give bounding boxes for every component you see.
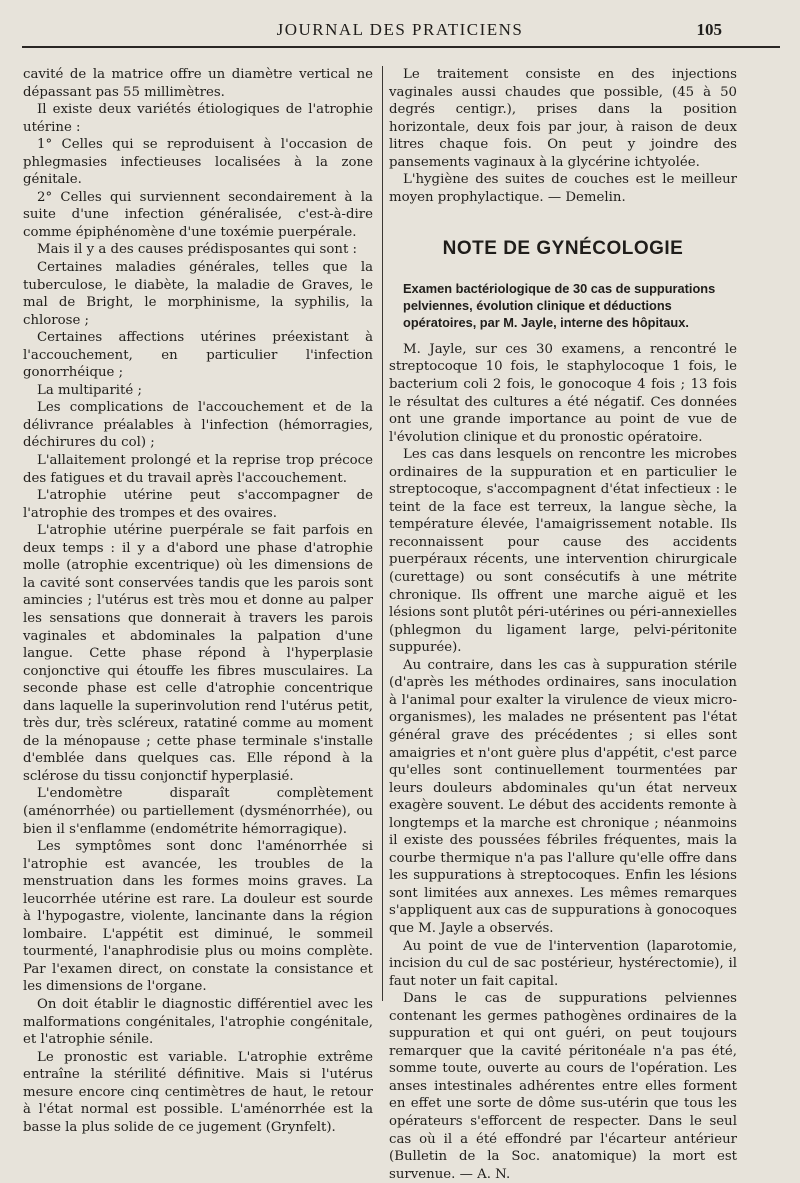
paragraph: Le pronostic est variable. L'atrophie extrême entraîne la stérilité définitive. Mais si l'utérus mesure encore cinq centimètres de haut, le retour à l'état normal est possible. L'aménorrhée est la basse la plus solide de ce jugement (Grynfelt). <box>23 1049 373 1135</box>
paragraph: Les complications de l'accouchement et de la délivrance préalables à l'infection (hémorragies, déchirures du col) ; <box>23 400 373 451</box>
paragraph: cavité de la matrice offre un diamètre vertical ne dépassant pas 55 millimètres. <box>23 67 373 100</box>
article-heading: Examen bactériologique de 30 cas de suppurations pelviennes, évolution clinique et déductions opératoires, par M. Jayle, interne des hôpitaux. <box>403 280 716 330</box>
page-number: 105 <box>696 20 722 39</box>
paragraph: Les symptômes sont donc l'aménorrhée si l'atrophie est avancée, les troubles de la menstruation dans les formes moins graves. La leucorrhée utérine est rare. La douleur est sourde à l'hypogastre, violente, lancinante dans la région lombaire. L'appétit est diminué, le sommeil tourmenté, l'anaphrodisie plus ou moins complète. Par l'examen direct, on constate la consistance et les dimensions de l'organe. <box>23 839 373 995</box>
left-column <box>23 66 373 1136</box>
paragraph: Certaines maladies générales, telles que la tuberculose, le diabète, la maladie de Graves, le mal de Bright, le morphinisme, la syphilis, la chlorose ; <box>23 260 373 328</box>
paragraph: Certaines affections utérines préexistant à l'accouchement, en particulier l'infection gonorrhéique ; <box>23 330 373 381</box>
paragraph: L'endomètre disparaît complètement (aménorrhée) ou partiellement (dysménorrhée), ou bien il s'enflamme (endométrite hémorragique). <box>23 786 373 837</box>
paragraph: Au contraire, dans les cas à suppuration stérile (d'après les méthodes ordinaires, sans inoculation à l'animal pour exalter la virulence de vieux micro-organismes), les malades ne présentent pas l'état général grave des précédentes ; si elles sont amaigries et n'ont guère plus d'appétit, c'est parce qu'elles sont continuellement tourmentées par leurs douleurs abdominales qu'un état nerveux exagère souvent. Le début des accidents remonte à longtemps et la marche est chronique ; néanmoins il existe des poussées fébriles fréquentes, mais la courbe thermique n'a pas l'allure qu'elle offre dans les suppurations à streptocoques. Enfin les lésions sont limitées aux annexes. Les mêmes remarques s'appliquent aux cas de suppurations à gonocoques que M. Jayle a observés. <box>389 657 737 936</box>
paragraph: Il existe deux variétés étiologiques de l'atrophie utérine : <box>23 102 373 135</box>
paragraph: 2° Celles qui surviennent secondairement à la suite d'une infection généralisée, c'est-à-dire comme épiphénomène d'une toxémie puerpérale. <box>23 189 373 240</box>
paragraph: L'hygiène des suites de couches est le meilleur moyen prophylactique. — Demelin. <box>389 172 737 205</box>
paragraph: L'atrophie utérine peut s'accompagner de l'atrophie des trompes et des ovaires. <box>23 488 373 521</box>
paragraph: M. Jayle, sur ces 30 examens, a rencontré le streptocoque 10 fois, le staphylocoque 1 fois, le bacterium coli 2 fois, le gonocoque 4 fois ; 13 fois le résultat des cultures a été négatif. Ces données ont une grande importance au point de vue de l'évolution clinique et du pronostic opératoire. <box>389 341 737 445</box>
column-divider <box>382 66 383 1001</box>
right-column <box>389 66 737 1183</box>
paragraph: Au point de vue de l'intervention (laparotomie, incision du cul de sac postérieur, hystérectomie), il faut noter un fait capital. <box>389 938 737 989</box>
paragraph: Mais il y a des causes prédisposantes qui sont : <box>37 242 358 258</box>
paragraph: Dans le cas de suppurations pelviennes contenant les germes pathogènes ordinaires de la suppuration et qui ont guéri, on peut toujours remarquer que la cavité péritonéale n'a pas été, somme toute, ouverte au cours de l'opération. Les anses intestinales adhérentes entre elles forment en effet une sorte de dôme sus-utérin que tous les opérateurs s'efforcent de respecter. Dans le seul cas où il a été effondré par l'écarteur antérieur (Bulletin de la Soc. anatomique) la mort est survenue. — A. N. <box>389 991 737 1182</box>
paragraph: L'atrophie utérine puerpérale se fait parfois en deux temps : il y a d'abord une phase d'atrophie molle (atrophie excentrique) où les dimensions de la cavité sont conservées tandis que les parois sont amincies ; l'utérus est très mou et donne au palper les sensations que donnerait à travers les parois vaginales et abdominales la palpation d'une langue. Cette phase répond à l'hyperplasie conjonctive qui étouffe les fibres musculaires. La seconde phase est celle d'atrophie concentrique dans laquelle la superinvolution rend l'utérus petit, très dur, très scléreux, ratatiné comme au moment de la ménopause ; cette phase terminale s'installe d'emblée dans quelques cas. Elle répond à la sclérose du tissu conjonctif hyperplasié. <box>23 523 373 784</box>
paragraph: 1° Celles qui se reproduisent à l'occasion de phlegmasies infectieuses localisées à la zone génitale. <box>23 137 373 188</box>
paragraph: Les cas dans lesquels on rencontre les microbes ordinaires de la suppuration et en particulier le streptocoque, s'accompagnent d'état infectieux : le teint de la face est terreux, la langue sèche, la température élevée, l'amaigrissement notable. Ils reconnaissent pour cause des accidents puerpéraux récents, une intervention chirurgicale (curettage) ou sont consécutifs à une métrite chronique. Ils offrent une marche aiguë et les lésions sont plutôt péri-utérines ou péri-annexielles (phlegmon du ligament large, pelvi-péritonite suppurée). <box>389 447 737 656</box>
paragraph: Le traitement consiste en des injections vaginales aussi chaudes que possible, (45 à 50 degrés centigr.), prises dans la position horizontale, deux fois par jour, à raison de deux litres chaque fois. On peut y joindre des pansements vaginaux à la glycérine ichtyolée. <box>389 67 737 170</box>
running-head <box>20 20 780 44</box>
journal-title: JOURNAL DES PRATICIENS <box>276 20 524 39</box>
header-rule <box>22 46 780 48</box>
paragraph: L'allaitement prolongé et la reprise trop précoce des fatigues et du travail après l'accouchement. <box>23 453 373 486</box>
paragraph: La multiparité ; <box>37 382 142 398</box>
section-title: NOTE DE GYNÉCOLOGIE <box>442 238 684 260</box>
paragraph: On doit établir le diagnostic différentiel avec les malformations congénitales, l'atrophie congénitale, et l'atrophie sénile. <box>23 996 373 1048</box>
